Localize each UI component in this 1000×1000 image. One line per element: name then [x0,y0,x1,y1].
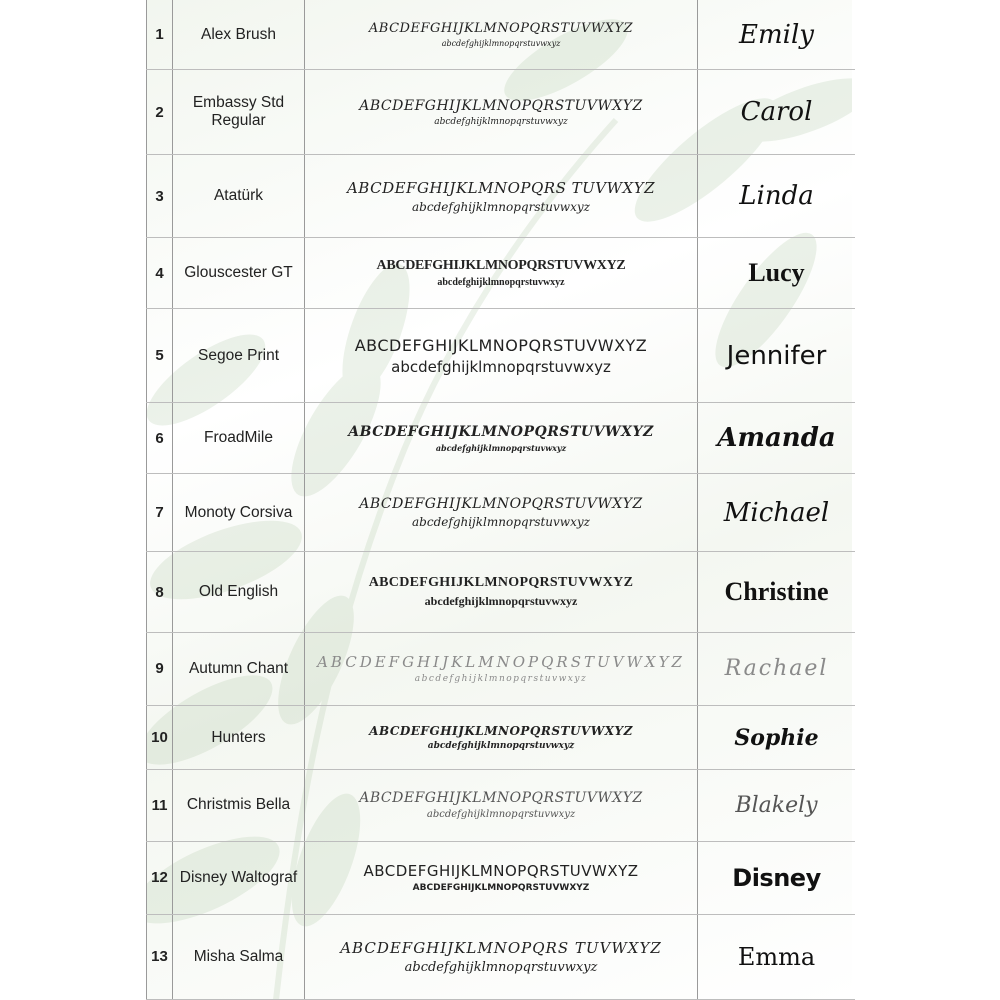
example-name: Lucy [748,258,805,288]
font-name: FroadMile [173,403,305,474]
example-name: Emily [739,19,814,50]
font-row [147,552,856,632]
font-name: Segoe Print [173,309,305,403]
sample-uppercase: ABCDEFGHIJKLMNOPQRS TUVWXYZ [340,938,662,957]
example-name: Blakely [735,792,818,818]
sample-lowercase: abcdefghijklmnopqrstuvwxyz [441,39,561,49]
font-sample [305,552,698,632]
font-row [147,474,856,552]
row-number: 12 [147,841,173,914]
row-number: 3 [147,155,173,238]
font-row [147,238,856,309]
sample-lowercase: abcdefghijklmnopqrstuvwxyz [412,515,590,530]
font-row [147,155,856,238]
font-sample [305,155,698,238]
font-sample [305,770,698,841]
row-number: 6 [147,403,173,474]
font-row [147,841,856,914]
font-sample [305,914,698,999]
font-sample [305,309,698,403]
font-name: Disney Waltograf [173,841,305,914]
example-name-cell [698,632,856,705]
example-name-cell [698,914,856,999]
sample-lowercase: abcdefghijklmnopqrstuvwxyz [434,116,568,127]
example-name-cell [698,770,856,841]
font-sample [305,841,698,914]
sample-lowercase: abcdefghijklmnopqrstuvwxyz [424,594,578,609]
row-number: 13 [147,914,173,999]
row-number: 10 [147,706,173,770]
example-name: Emma [737,942,816,971]
example-name-cell [698,474,856,552]
sample-uppercase: ABCDEFGHIJKLMNOPQRSTUVWXYZ [368,575,634,591]
example-name-cell [698,403,856,474]
font-name: Alex Brush [173,0,305,70]
row-number: 9 [147,632,173,705]
font-sample [305,70,698,155]
example-name: Rachael [724,656,829,682]
sample-uppercase: ABCDEFGHIJKLMNOPQRSTUVWXYZ [359,790,643,807]
example-name-cell [698,841,856,914]
sample-uppercase: ABCDEFGHIJKLMNOPQRSTUVWXYZ [376,258,626,274]
example-name-cell [698,552,856,632]
font-row [147,770,856,841]
example-name: Disney [732,863,821,892]
example-name: Michael [723,497,830,528]
row-number: 7 [147,474,173,552]
row-number: 11 [147,770,173,841]
example-name-cell [698,70,856,155]
font-sample [305,403,698,474]
font-table [146,0,855,1000]
sample-lowercase: abcdefghijklmnopqrstuvwxyz [412,199,590,214]
example-name: Sophie [734,724,819,751]
example-name-cell [698,155,856,238]
row-number: 1 [147,0,173,70]
font-sample [305,632,698,705]
example-name-cell [698,238,856,309]
sample-lowercase: abcdefghijklmnopqrstuvwxyz [427,741,575,752]
example-name: Carol [740,97,813,128]
font-row [147,0,856,70]
row-number: 8 [147,552,173,632]
sample-uppercase: ABCDEFGHIJKLMNOPQRSTUVWXYZ [363,862,639,881]
row-number: 5 [147,309,173,403]
sample-uppercase: ABCDEFGHIJKLMNOPQRSTUVWXYZ [354,335,648,355]
font-sample [305,0,698,70]
sample-lowercase: abcdefghijklmnopqrstuvwxyz [414,674,588,685]
example-name: Christine [724,577,829,607]
font-name: Christmis Bella [173,770,305,841]
example-name-cell [698,0,856,70]
sample-uppercase: ABCDEFGHIJKLMNOPQRSTUVWXYZ [348,423,654,440]
sample-lowercase: abcdefghijklmnopqrstuvwxyz [426,809,576,821]
sample-uppercase: ABCDEFGHIJKLMNOPQRSTUVWXYZ [359,97,643,114]
sample-lowercase: abcdefghijklmnopqrstuvwxyz [391,357,611,376]
font-name: Embassy Std Regular [173,70,305,155]
example-name-cell [698,706,856,770]
sample-uppercase: ABCDEFGHIJKLMNOPQRSTUVWXYZ [369,724,633,739]
sample-uppercase: ABCDEFGHIJKLMNOPQRS TUVWXYZ [346,178,656,197]
example-name-cell [698,309,856,403]
sample-uppercase: ABCDEFGHIJKLMNOPQRSTUVWXYZ [359,496,643,513]
font-row [147,706,856,770]
font-row [147,914,856,999]
sample-lowercase: ABCDEFGHIJKLMNOPQRSTUVWXYZ [412,883,590,894]
sample-uppercase: ABCDEFGHIJKLMNOPQRSTUVWXYZ [317,653,685,672]
font-row [147,70,856,155]
font-name: Hunters [173,706,305,770]
example-name: Amanda [717,423,836,454]
example-name: Linda [739,181,814,212]
font-name: Autumn Chant [173,632,305,705]
font-row [147,632,856,705]
font-sample [305,238,698,309]
font-name: Misha Salma [173,914,305,999]
font-sample [305,474,698,552]
font-name: Glouscester GT [173,238,305,309]
row-number: 2 [147,70,173,155]
sample-uppercase: ABCDEFGHIJKLMNOPQRSTUVWXYZ [368,21,634,37]
row-number: 4 [147,238,173,309]
font-name: Monoty Corsiva [173,474,305,552]
sample-lowercase: abcdefghijklmnopqrstuvwxyz [437,277,565,289]
sample-lowercase: abcdefghijklmnopqrstuvwxyz [404,959,598,975]
example-name: Jennifer [726,340,827,371]
font-row [147,403,856,474]
sample-lowercase: abcdefghijklmnopqrstuvwxyz [435,442,567,453]
font-row [147,309,856,403]
font-sample [305,706,698,770]
font-name: Old English [173,552,305,632]
font-name: Atatürk [173,155,305,238]
